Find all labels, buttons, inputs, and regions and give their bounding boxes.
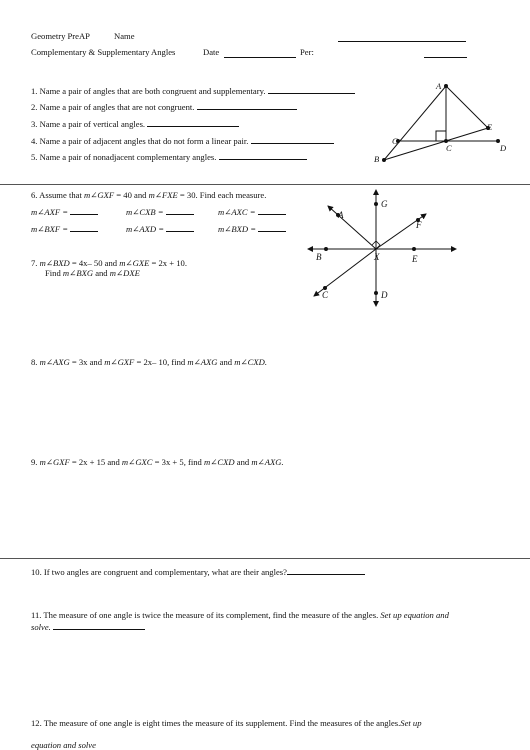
answer-axc: m∠AXC = (218, 207, 286, 218)
answer-blank-3[interactable] (147, 125, 239, 127)
question-1: 1. Name a pair of angles that are both congruent and supplementary. (31, 86, 355, 96)
question-11: 11. The measure of one angle is twice the measure of its complement, find the measure of the angles. Set up equation and (31, 610, 449, 620)
label-B: B (374, 154, 380, 164)
question-7: 7. m∠BXD = 4x– 50 and m∠GXE = 2x + 10. (31, 258, 187, 268)
question-3: 3. Name a pair of vertical angles. (31, 119, 239, 129)
answer-axf: m∠AXF = (31, 207, 98, 218)
question-12: 12. The measure of one angle is eight times the measure of its supplement. Find the measures of the angles.Set up (31, 718, 422, 728)
per-blank[interactable] (424, 56, 467, 58)
label-G: G (381, 199, 388, 209)
answer-bxf: m∠BXF = (31, 224, 98, 235)
question-4: 4. Name a pair of adjacent angles that do not form a linear pair. (31, 136, 334, 146)
label-B: B (316, 252, 322, 262)
worksheet-title: Complementary & Supplementary Angles (31, 47, 176, 57)
divider-1 (0, 184, 530, 185)
question-2: 2. Name a pair of angles that are not congruent. (31, 102, 297, 112)
name-label: Name (114, 31, 135, 41)
per-label: Per: (300, 47, 314, 57)
answer-blank-10[interactable] (287, 573, 365, 575)
date-blank[interactable] (224, 56, 296, 58)
answer-bxd: m∠BXD = (218, 224, 286, 235)
label-D: D (500, 143, 507, 153)
question-7-line-2: Find m∠BXG and m∠DXE (45, 268, 140, 278)
answer-blank-2[interactable] (197, 108, 297, 110)
question-12-line-2: equation and solve (31, 740, 96, 750)
label-A: A (436, 81, 442, 91)
answer-cxb: m∠CXB = (126, 207, 194, 218)
answer-blank-11[interactable] (53, 628, 145, 630)
answer-blank-5[interactable] (219, 158, 307, 160)
label-F: F (416, 220, 422, 230)
name-blank[interactable] (338, 40, 466, 42)
question-5: 5. Name a pair of nonadjacent complementary angles. (31, 152, 307, 162)
label-C-left: C (392, 136, 398, 146)
triangle-figure (370, 78, 520, 168)
question-8: 8. m∠AXG = 3x and m∠GXF = 2x– 10, find m∠AXG and m∠CXD. (31, 357, 267, 367)
question-11-line-2: solve. (31, 622, 145, 632)
label-A: A (338, 210, 344, 220)
label-E: E (412, 254, 418, 264)
question-6: 6. Assume that m∠GXF = 40 and m∠FXE = 30. Find each measure. (31, 190, 267, 200)
question-10: 10. If two angles are congruent and complementary, what are their angles? (31, 567, 365, 577)
answer-blank-4[interactable] (251, 142, 334, 144)
label-C: C (446, 143, 452, 153)
date-label: Date (203, 47, 220, 57)
label-E: E (487, 122, 493, 132)
answer-blank-1[interactable] (268, 92, 355, 94)
label-X: X (374, 252, 380, 262)
answer-axd: m∠AXD = (126, 224, 194, 235)
course-name: Geometry PreAP (31, 31, 90, 41)
divider-2 (0, 558, 530, 559)
label-C: C (322, 290, 329, 300)
label-D: D (381, 290, 388, 300)
intersecting-lines-figure (298, 186, 468, 310)
question-9: 9. m∠GXF = 2x + 15 and m∠GXC = 3x + 5, find m∠CXD and m∠AXG. (31, 457, 284, 467)
